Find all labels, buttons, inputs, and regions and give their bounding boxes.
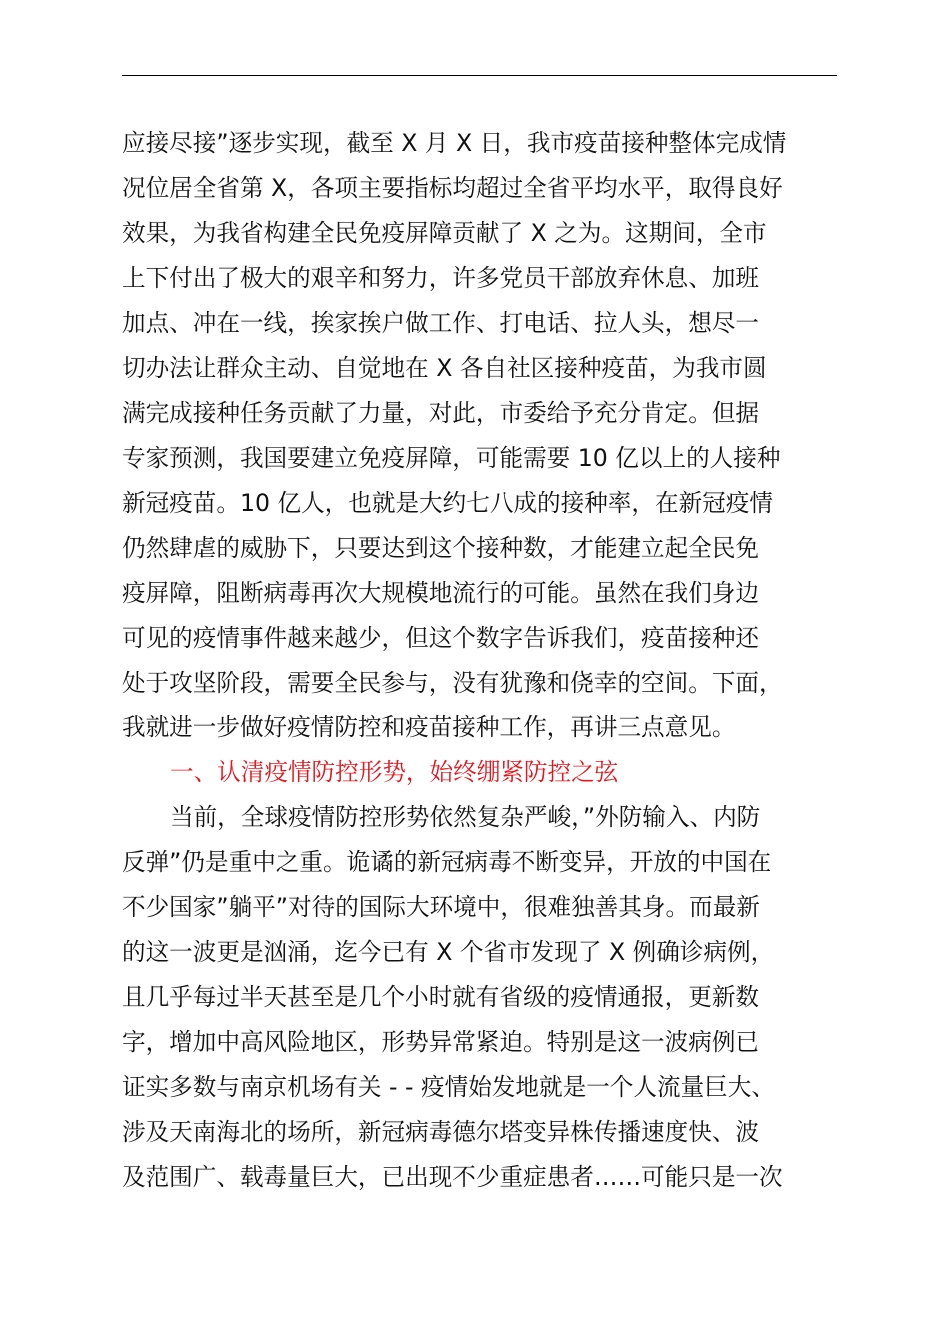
header-rule [122,75,837,76]
paragraph-line: 应接尽接”逐步实现，截至 X 月 X 日，我市疫苗接种整体完成情 [122,129,787,157]
paragraph-line: 我就进一步做好疫情防控和疫苗接种工作，再讲三点意见。 [122,713,736,741]
paragraph-line: 涉及天南海北的场所，新冠病毒德尔塔变异株传播速度快、波 [122,1118,760,1146]
paragraph-line: 上下付出了极大的艰辛和努力，许多党员干部放弃休息、加班 [122,264,760,292]
paragraph-line: 可见的疫情事件越来越少，但这个数字告诉我们，疫苗接种还 [122,624,760,652]
paragraph-line: 专家预测，我国要建立免疫屏障，可能需要 10 亿以上的人接种 [122,444,781,472]
paragraph-line: 证实多数与南京机场有关 - - 疫情始发地就是一个人流量巨大、 [122,1073,775,1101]
paragraph-line: 切办法让群众主动、自觉地在 X 各自社区接种疫苗，为我市圆 [122,354,767,382]
paragraph-line: 及范围广、载毒量巨大，已出现不少重症患者……可能只是一次 [122,1163,783,1191]
paragraph-line: 反弹”仍是重中之重。诡谲的新冠病毒不断变异，开放的中国在 [122,848,772,876]
paragraph-line: 况位居全省第 X，各项主要指标均超过全省平均水平，取得良好 [122,174,783,202]
paragraph-line: 当前，全球疫情防控形势依然复杂严峻，”外防输入、内防 [170,803,761,831]
paragraph-line: 字，增加中高风险地区，形势异常紧迫。特别是这一波病例已 [122,1028,760,1056]
section-heading: 一、认清疫情防控形势，始终绷紧防控之弦 [170,758,619,786]
paragraph-line: 满完成接种任务贡献了力量，对此，市委给予充分肯定。但据 [122,399,760,427]
paragraph-line: 加点、冲在一线，挨家挨户做工作、打电话、拉人头，想尽一 [122,309,760,337]
paragraph-line: 不少国家”躺平”对待的国际大环境中，很难独善其身。而最新 [122,893,760,921]
paragraph-line: 的这一波更是汹涌，迄今已有 X 个省市发现了 X 例确诊病例， [122,938,775,966]
paragraph-line: 仍然肆虐的威胁下，只要达到这个接种数，才能建立起全民免 [122,534,760,562]
paragraph-line: 疫屏障，阻断病毒再次大规模地流行的可能。虽然在我们身边 [122,579,760,607]
paragraph-line: 效果，为我省构建全民免疫屏障贡献了 X 之为。这期间，全市 [122,219,767,247]
paragraph-line: 且几乎每过半天甚至是几个小时就有省级的疫情通报，更新数 [122,983,760,1011]
paragraph-line: 新冠疫苗。10 亿人，也就是大约七八成的接种率，在新冠疫情 [122,489,773,517]
paragraph-line: 处于攻坚阶段，需要全民参与，没有犹豫和侥幸的空间。下面， [122,669,783,697]
